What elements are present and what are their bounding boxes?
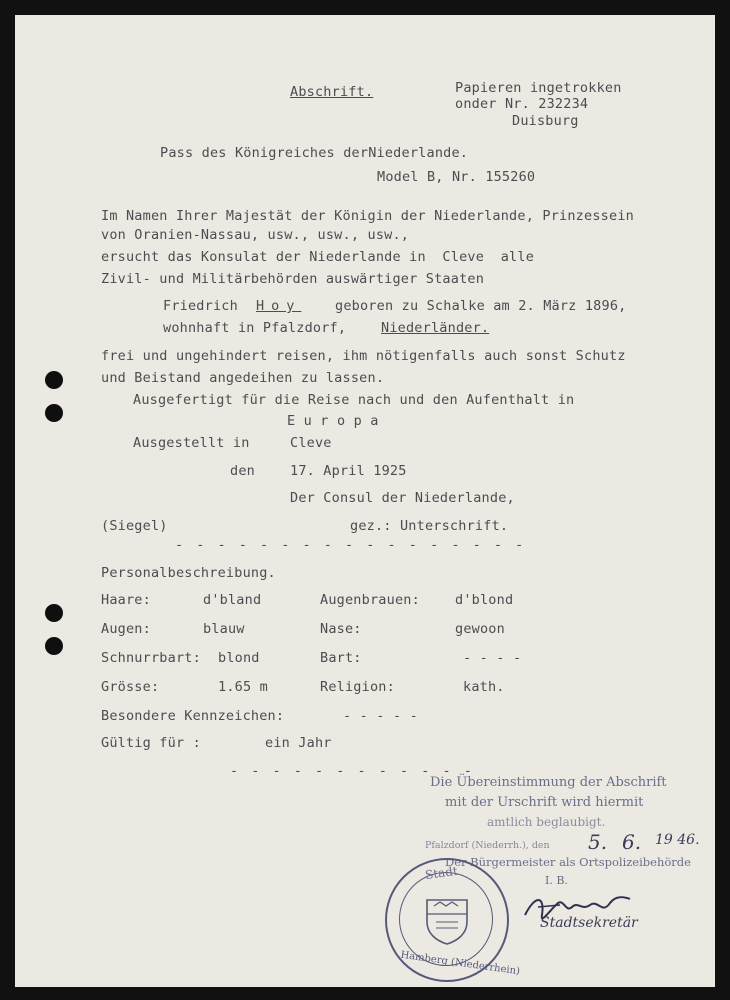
document-title: Abschrift.	[290, 84, 374, 100]
desc-label-eyebrows: Augenbrauen:	[320, 592, 420, 608]
certification-month: 6.	[622, 830, 642, 854]
holder-nationality: Niederländer.	[381, 320, 490, 336]
desc-value-eyes: blauw	[203, 621, 245, 637]
issue-date: 17. April 1925	[290, 463, 407, 479]
desc-value-height: 1.65 m	[218, 679, 268, 695]
desc-value-moustache: blond	[218, 650, 260, 666]
certification-line-1: Die Übereinstimmung der Abschrift	[430, 775, 667, 790]
divider-2: - - - - - - - - - - - -	[230, 763, 475, 779]
certification-ib: I. B.	[545, 874, 568, 887]
passport-heading: Pass des Königreiches derNiederlande.	[160, 145, 469, 161]
issued-in-place: Cleve	[290, 435, 332, 451]
body-line-9: Ausgefertigt für die Reise nach und den Aufenthalt in	[133, 392, 575, 408]
holder-first-name: Friedrich	[163, 298, 238, 314]
seal-label: (Siegel)	[101, 518, 168, 534]
desc-label-religion: Religion:	[320, 679, 395, 695]
issued-in-label: Ausgestellt in	[133, 435, 250, 451]
desc-label-moustache: Schnurrbart:	[101, 650, 201, 666]
desc-value-eyebrows: d'blond	[455, 592, 514, 608]
certification-day: 5.	[588, 830, 608, 854]
desc-value-nose: gewoon	[455, 621, 505, 637]
certification-line-3: amtlich beglaubigt.	[487, 815, 606, 829]
validity-value: ein Jahr	[265, 735, 332, 751]
consul-line: Der Consul der Niederlande,	[290, 490, 515, 506]
desc-label-eyes: Augen:	[101, 621, 151, 637]
certification-office: Der Bürgermeister als Ortspolizeibehörde	[445, 855, 691, 869]
holder-birth: geboren zu Schalke am 2. März 1896,	[335, 298, 627, 314]
coat-of-arms-icon	[424, 896, 470, 946]
body-line-4: Zivil- und Militärbehörden auswärtiger Staaten	[101, 271, 485, 287]
seal-bottom-text: Hamberg (Niederrhein)	[399, 949, 521, 978]
body-line-3: ersucht das Konsulat der Niederlande in Cleve alle	[101, 249, 535, 265]
punch-hole-2	[45, 404, 63, 422]
passport-model: Model B, Nr. 155260	[377, 169, 536, 185]
seal-top-text: Stadt	[424, 863, 459, 883]
issue-date-label: den	[230, 463, 255, 479]
revocation-note-line2: onder Nr. 232234	[455, 96, 589, 112]
punch-hole-1	[45, 371, 63, 389]
holder-residence: wohnhaft in Pfalzdorf,	[163, 320, 347, 336]
validity-label: Gültig für :	[101, 735, 201, 751]
body-line-8: und Beistand angedeihen zu lassen.	[101, 370, 385, 386]
certification-year: 19 46.	[655, 832, 700, 848]
signature-line: gez.: Unterschrift.	[350, 518, 509, 534]
revocation-note-line1: Papieren ingetrokken	[455, 80, 622, 96]
body-line-7: frei und ungehindert reisen, ihm nötigenfalls auch sonst Schutz	[101, 348, 626, 364]
punch-hole-4	[45, 637, 63, 655]
desc-label-beard: Bart:	[320, 650, 362, 666]
destination: E u r o p a	[287, 413, 379, 429]
desc-label-hair: Haare:	[101, 592, 151, 608]
desc-value-religion: kath.	[463, 679, 505, 695]
holder-surname: Hoy	[256, 298, 302, 314]
body-line-1: Im Namen Ihrer Majestät der Königin der Niederlande, Prinzessein	[101, 208, 634, 224]
description-heading: Personalbeschreibung.	[101, 565, 276, 581]
desc-label-height: Grösse:	[101, 679, 160, 695]
special-marks-label: Besondere Kennzeichen:	[101, 708, 285, 724]
certification-place-date: Pfalzdorf (Niederrh.), den	[425, 840, 550, 851]
punch-hole-3	[45, 604, 63, 622]
revocation-note-line3: Duisburg	[512, 113, 579, 129]
special-marks-value: - - - - -	[343, 708, 418, 724]
desc-value-hair: d'bland	[203, 592, 262, 608]
desc-value-beard: - - - -	[463, 650, 522, 666]
divider-1: - - - - - - - - - - - - - - - - -	[175, 537, 526, 553]
signatory-role: Stadtsekretär	[540, 915, 638, 931]
certification-line-2: mit der Urschrift wird hiermit	[445, 795, 644, 810]
body-line-2: von Oranien-Nassau, usw., usw., usw.,	[101, 227, 410, 243]
desc-label-nose: Nase:	[320, 621, 362, 637]
